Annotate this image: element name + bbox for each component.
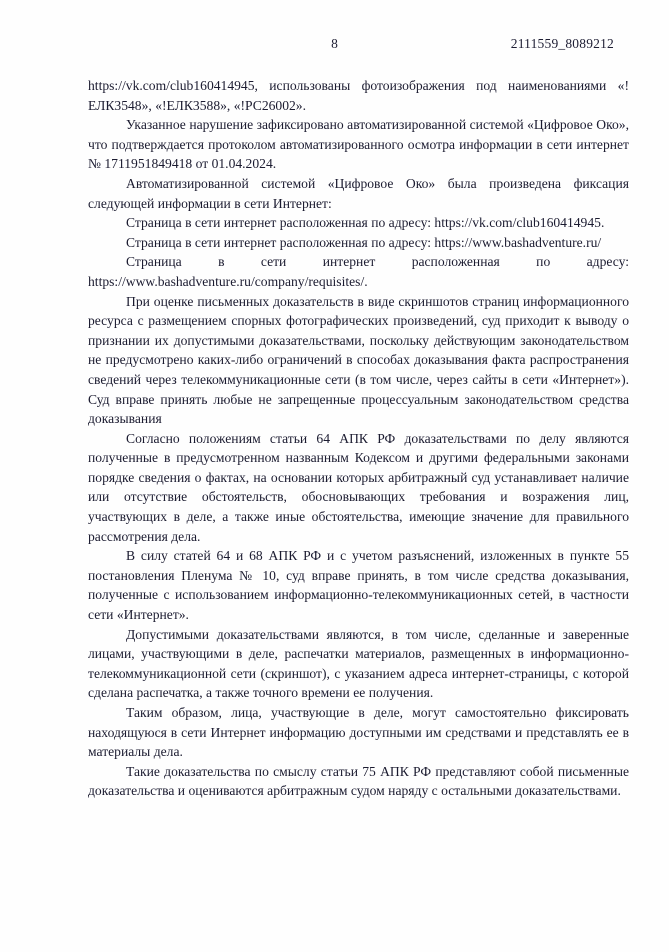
- paragraph: Страница в сети интернет расположенная по адресу: https://www.bashadventure.ru/company/requisites/.: [88, 254, 629, 289]
- paragraph: При оценке письменных доказательств в виде скриншотов страниц информационного ресурса с размещением спорных фотографических произведений, суд приходит к выводу о признании их допустимыми доказательствами, поскольку действующим законодательством не предусмотрено каких-либо ограничений в способах доказывания факта распространения сведений через телекоммуникационные сети (в том числе, через сайты в сети «Интернет»). Суд вправе принять любые не запрещенные процессуальным законодательством средства доказывания: [88, 293, 629, 427]
- paragraph: Допустимыми доказательствами являются, в том числе, сделанные и заверенные лицами, участвующими в деле, распечатки материалов, размещенных в информационно-телекоммуникационной сети (скриншот), с указанием адреса интернет-страницы, с которой сделана распечатка, а также точного времени ее получения.: [88, 626, 629, 701]
- document-body: [88, 76, 629, 801]
- paragraph: В силу статей 64 и 68 АПК РФ и с учетом разъяснений, изложенных в пункте 55 постановления Пленума № 10, суд вправе принять, в том числе средства доказывания, полученные с использованием информационно-телекоммуникационных сетей, в частности сети «Интернет».: [88, 548, 629, 623]
- paragraph: Такие доказательства по смыслу статьи 75 АПК РФ представляют собой письменные доказательства и оцениваются арбитражным судом наряду с остальными доказательствами.: [88, 763, 629, 799]
- document-code: 2111559_8089212: [510, 36, 614, 51]
- paragraph: Страница в сети интернет расположенная по адресу: https://www.bashadventure.ru/: [126, 234, 602, 250]
- paragraph: Страница в сети интернет расположенная по адресу: https://vk.com/club160414945.: [126, 215, 605, 231]
- paragraph: Автоматизированной системой «Цифровое Око» была произведена фиксация следующей информации в сети Интернет:: [88, 175, 629, 211]
- page-number: 8: [331, 36, 338, 51]
- paragraph: Указанное нарушение зафиксировано автоматизированной системой «Цифровое Око», что подтверждается протоколом автоматизированного осмотра информации в сети интернет № 1711951849418 от 01.04.2024.: [88, 117, 629, 172]
- paragraph: Таким образом, лица, участвующие в деле, могут самостоятельно фиксировать находящуюся в сети Интернет информацию доступными им средствами и представлять ее в материалы дела.: [88, 705, 629, 760]
- paragraph: Согласно положениям статьи 64 АПК РФ доказательствами по делу являются полученные в предусмотренном названным Кодексом и другими федеральными законами порядке сведения о фактах, на основании которых арбитражный суд устанавливает наличие или отсутствие обстоятельств, обосновывающих требования и возражения лиц, участвующих в деле, а также иные обстоятельства, имеющие значение для правильного рассмотрения дела.: [88, 430, 629, 544]
- paragraph: https://vk.com/club160414945, использованы фотоизображения под наименованиями «!ЕЛК3548», «!ЕЛК3588», «!РС26002».: [88, 78, 629, 113]
- page-header: [0, 36, 669, 54]
